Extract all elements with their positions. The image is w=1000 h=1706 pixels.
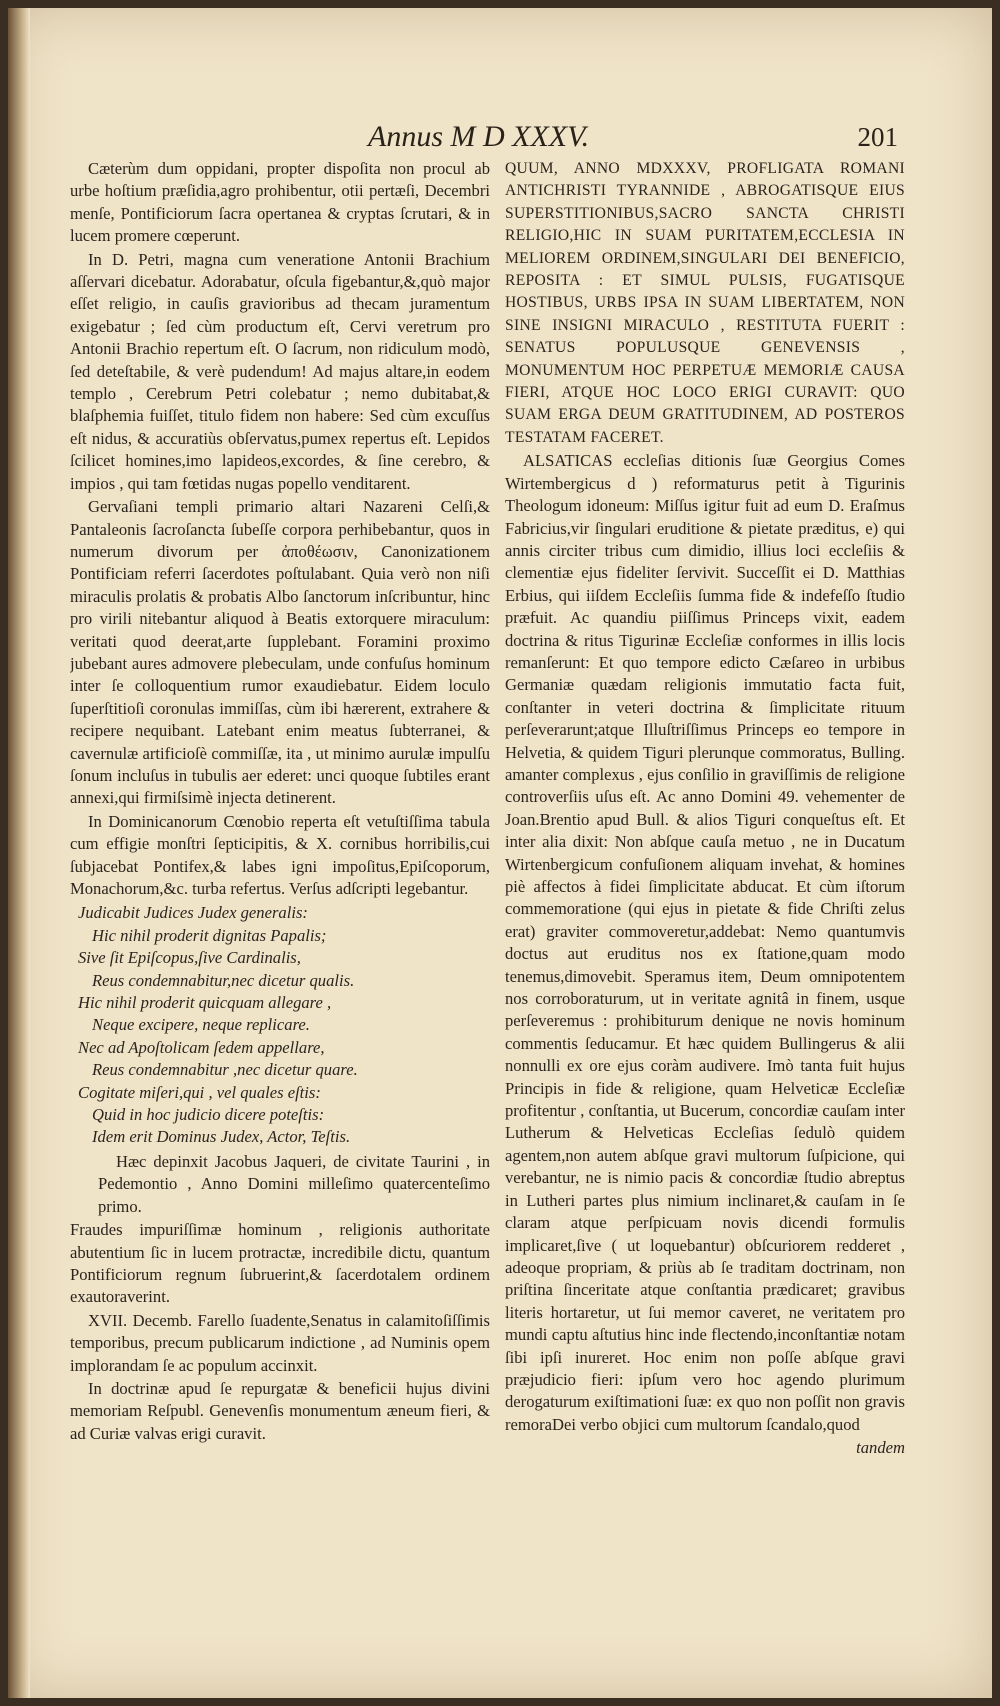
verse-line: Reus condemnabitur ,nec dicetur quare. [92,1060,358,1080]
catchword: tandem [856,1438,905,1458]
verse-line: Sive ſit Epiſcopus,ſive Cardinalis, [78,948,301,968]
paragraph: XVII. Decemb. Farello ſuadente,Senatus in calamitoſiſſimis temporibus, precum publicarum indictione , ad Numinis opem implorandam ſe ac populum accinxit. [70,1310,490,1375]
page-header [368,120,898,162]
verse-line: Hic nihil proderit quicquam allegare , [78,993,332,1013]
paragraph: Gervaſiani templi primario altari Nazareni Celſi,& Pantaleonis ſacroſancta ſubeſſe corpora perhibebantur, quos in numerum divorum per ἀποθέωσιν, Canonizationem Pontificiam referri ſacerdotes poſtulabant. Quia verò non niſi miraculis prolatis & probatis Albo ſanctorum inſcribuntur, hinc pro virili nitebantur aliquod à Beatis extorquere miraculum: veritati quod deerat,arte ſupplebant. Foramini proximo jubebant aures admovere plebeculam, unde confuſus hominum inter ſe colloquentium rumor exaudiebatur. Eidem loculo ſuperſtitioſi coronulas immiſſas, cùm ibi hærerent, extrahere & recipere nequibant. Latebant enim meatus ſubterranei, & cavernulæ artificioſè commiſſæ, ita , ut minimo aurulæ impulſu ſonum incluſus in tubulis aer ederet: unci quoque ſubtiles erant annexi,qui firmiſsimè injecta detinerent. [70,497,490,808]
verse-line: Reus condemnabitur,nec dicetur qualis. [92,970,355,990]
running-title: Annus M D XXXV. [368,120,590,153]
paragraph: In Dominicanorum Cœnobio reperta eſt vetuſtiſſima tabula cum effigie monſtri ſepticipitis, & X. cornibus horribilis,cui ſubjacebat Pontifex,& labes igni impoſitus,Epiſcoporum, Monachorum,&c. turba refertus. Verſus adſcripti legebantur. [70,811,490,898]
paragraph: Cæterùm dum oppidani, propter dispoſita non procul ab urbe hoſtium præſidia,agro prohibentur, otii pertæſi, Decembri menſe, Pontificiorum ſacra opertanea & cryptas ſcrutari, & in lucem promere cœperunt. [70,159,490,246]
colophon: Hæc depinxit Jacobus Jaqueri, de civitate Taurini , in Pedemontio , Anno Domini milleſimo quatercenteſimo primo. [98,1151,490,1216]
binding-gutter [8,8,30,1698]
book-page [8,8,992,1698]
verse-line: Cogitate miſeri,qui , vel quales eſtis: [78,1082,321,1102]
right-column [505,158,905,1678]
verse-line: Judicabit Judices Judex generalis: [78,903,308,923]
monument-inscription: QUUM, ANNO MDXXXV, PROFLIGATA ROMANI ANTICHRISTI TYRANNIDE , ABROGATISQUE EIUS SUPERSTITIONIBUS,SACRO SANCTA CHRISTI RELIGIO,HIC IN SUAM PURITATEM,ECCLESIA IN MELIOREM ORDINEM,SINGULARI DEI BENEFICIO, REPOSITA : ET SIMUL PULSIS, FUGATISQUE HOSTIBUS, URBS IPSA IN SUAM LIBERTATEM, NON SINE INSIGNI MIRACULO , RESTITUTA FUERIT : SENATUS POPULUSQUE GENEVENSIS , MONUMENTUM HOC PERPETUÆ MEMORIÆ CAUSA FIERI, ATQUE HOC LOCO ERIGI CURAVIT: QUO SUAM ERGA DEUM GRATITUDINEM, AD POSTEROS TESTATAM FACERET. [505,160,905,446]
left-column [70,158,490,1678]
verse-block [78,902,490,1148]
verse-line: Neque excipere, neque replicare. [92,1015,310,1035]
verse-line: Hic nihil proderit dignitas Papalis; [92,925,327,945]
paragraph: In D. Petri, magna cum veneratione Antonii Brachium aſſervari dicebatur. Adorabatur, oſcula figebantur,&,quò major eſſet religio, in cauſis gravioribus ad thecam juramentum exigebatur ; ſed cùm productum eſt, Cervi veretrum pro Antonii Brachio repertum eſt. O ſacrum, non ridiculum modò, ſed deteſtabile, & verè pudendum! Ad majus altare,in eodem templo , Cerebrum Petri colebatur ; nemo dubitabat,& blaſphemia fuiſſet, titulo fidem non habere: Sed cùm excuſſus eſt nidus, & accuratiùs obſervatus,pumex repertus eſt. Lepidos ſcilicet homines,imo lapideos,excordes, & ſine cerebro, & impios , qui tam fœtidas nugas popello venditarent. [70,249,490,493]
verse-line: Idem erit Dominus Judex, Actor, Teſtis. [92,1127,351,1147]
paragraph: In doctrinæ apud ſe repurgatæ & beneficii hujus divini memoriam Reſpubl. Genevenſis monumentum æneum fieri, & ad Curiæ valvas erigi curavit. [70,1378,490,1443]
paragraph: ALSATICAS eccleſias ditionis ſuæ Georgius Comes Wirtembergicus d ) reformaturus petit à Tigurinis Theologum idoneum: Miſſus igitur fuit ad eum D. Eraſmus Fabricius,vir ſingulari eruditione & pietate præditus, e) qui annis circiter tribus cum dimidio, illius loci eccleſiis & clementiæ ejus fideliter ſervivit. Succeſſit ei D. Matthias Erbius, qui iiſdem Eccleſiis ſumma fide & indefeſſo ſtudio præfuit. Ac quandiu piiſſimus Princeps vixit, eadem doctrina & ritus Tigurinæ Eccleſiæ conformes in illis locis remanſerunt: Et quo tempore edicto Cæſareo in urbibus Germaniæ quædam religionis immutatio facta fuit, conſtanter in veteri doctrina & ſimplicitate rituum perſeverarunt;atque Illuſtriſſimus Princeps eo tempore in Helvetia, & quidem Tiguri plerunque commoratus, Bulling. amanter complexus , ejus conſilio in graviſſimis de religione controverſiis uſus eſt. Ac anno Domini 49. vehementer de Joan.Brentio apud Bull. & alios Tiguri conqueſtus eſt. Et inter alia dixit: Non abſque cauſa metuo , ne in Ducatum Wirtenbergicum confuſionem aliquam invehat, & homines piè affectos à fidei ſimplicitate abducat. Et cùm iſtorum commemoratione (qui ejus in pietate & fide Chriſti zelus erat) graviter commoveretur,addebat: Nemo quantumvis doctus aut eruditus nos ex ſtatione,quam modo tenemus,dimovebit. Speramus item, Deum omnipotentem nos corroboraturum, ut in veritate agnitâ in finem, usque perſeveremus : prohibiturum denique ne novis hominum commentis ſeducamur. Et hæc quidem Bullingerus & alii nonnulli ex ore ejus coràm audivere. Imò tanta fuit hujus Principis in fide & religione, quam Helveticæ Eccleſiæ profitentur , conſtantia, ut Bucerum, concordiæ cauſam inter Lutherum & Helveticas Eccleſias ſedulò quidem agentem,non autem abſque gravi multorum ſuſpicione, qui verebantur, ne is nimio pacis & concordiæ ſtudio abreptus in Lutheri partes plus nimium inclinaret,& cauſam in ſe claram atque perſpicuam novis dicendi formulis implicaret,ſive ( ut loquebantur) obſcuriorem redderet , adeoque propriam, & priùs ab ſe traditam doctrinam, non priſtina ſinceritate atque conſtantia prædicaret; gravibus literis hortaretur, ut ſui memor caveret, ne veritatem pro mundi captu aſtutius hinc inde flectendo,inconſtantiæ notam ſibi ipſi inureret. Hoc enim non poſſe abſque gravi præjudicio fieri: ipſum vero hoc agendo plurimum derogaturum exiſtimationi ſuæ: ex quo non poſſit non gravis remoraDei verbo objici cum multorum ſcandalo,quod [505,451,905,1434]
page-number: 201 [857,122,898,152]
verse-line: Nec ad Apoſtolicam ſedem appellare, [78,1037,325,1057]
paragraph: Fraudes impuriſſimæ hominum , religionis authoritate abutentium ſic in lucem protractæ, incredibile dictu, quantum Pontificiorum regnum ſubruerint,& ſacerdotalem ordinem exautoraverint. [70,1220,490,1307]
verse-line: Quid in hoc judicio dicere poteſtis: [92,1105,325,1125]
